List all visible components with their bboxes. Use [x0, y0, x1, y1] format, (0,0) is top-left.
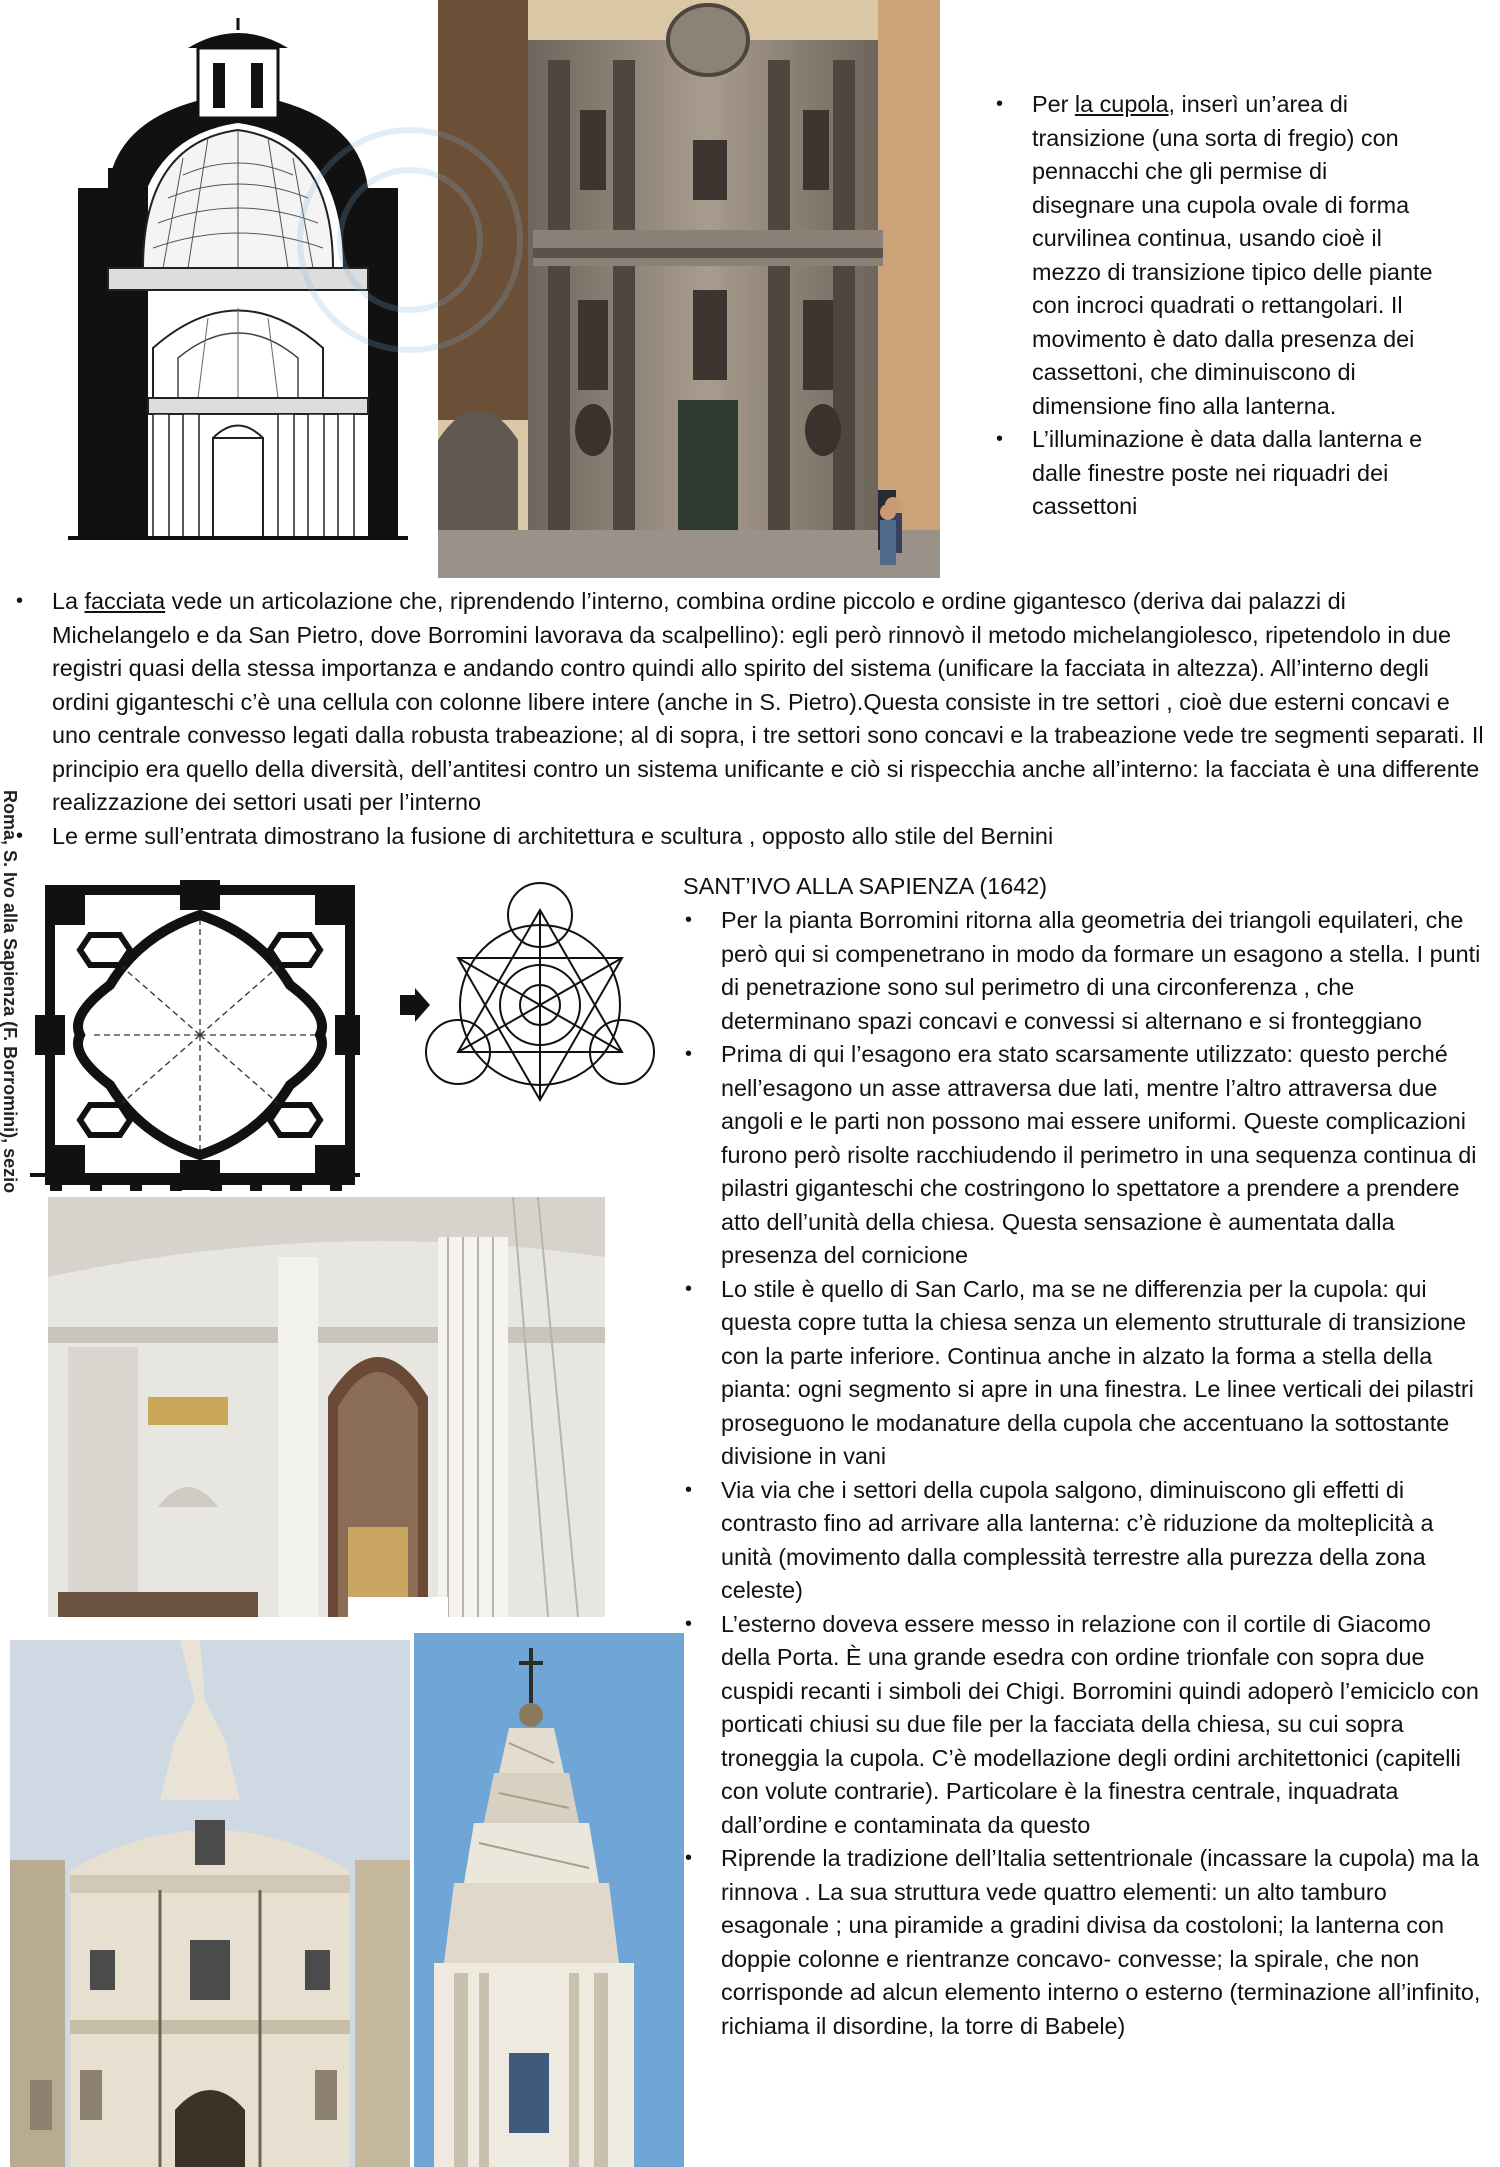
facciata-link: facciata: [84, 588, 166, 614]
section2-item-1: • La facciata vede un articolazione che, riprendendo l’interno, combina ordine piccolo e ordine gigantesco (deriva dai palazzi di Michelangelo e da San Pietro, dove Borromini lavorava da scalpellino): egli però rinnovò il metodo michelangiolesco, ripetendolo in due registri quasi della stessa importanza e andando contro quindi allo spirito del sistema (unificare la facciata in altezza). All’interno degli ordini giganteschi c’è una cellula con colonne libere intere (anche in S. Pietro).Questa consiste in tre settori , cioè due esterni concavi e uno centrale convesso legati dalla robusta trabeazione; al di sopra, i tre settori sono concavi e la trabeazione vede tre segmenti separati. Il principio era quello della diversità, dell’antitesi contro un sistema unificante e ciò si rispecchia anche all’interno: la facciata è una differente realizzazione dei settori usati per l’interno: [14, 585, 1484, 820]
section3-item-5: • L’esterno doveva essere messo in relazione con il cortile di Giacomo della Porta. È una grande esedra con ordine trionfale con sopra due cuspidi recanti i simboli dei Chigi. Borromini quindi adoperò l’emiciclo con porticati chiusi su due file per la facciata della chiesa, su cui sopra troneggia la cupola. C’è modellazione degli ordini architettonici (capitelli con volute contrarie). Particolare è la finestra centrale, inquadrata dall’ordine e contaminata da questo: [683, 1608, 1483, 1843]
san-carlo-facade-photo: [438, 0, 940, 578]
section3-item-6: • Riprende la tradizione dell’Italia settentrionale (incassare la cupola) ma la rinnova . La sua struttura vede quattro elementi: un alto tamburo esagonale ; una piramide a gradini divisa da costoloni; la lanterna con doppie colonne e rientranze concavo- convesse; la spirale, che non corrisponde ad alcun elemento interno o esterno (terminazione all’infinito, richiama il disordine, la torre di Babele): [683, 1842, 1483, 2043]
section2-list: [14, 585, 1484, 853]
section1-item-1: • Per la cupola, inserì un’area di transizione (una sorta di fregio) con pennacchi che gli permise di disegnare una cupola ovale di forma curvilinea continua, usando cioè il mezzo di transizione tipico delle piante con incroci quadrati o rettangolari. Il movimento è dato dalla presenza dei cassettoni, che diminuiscono di dimensione fino alla lanterna.: [994, 88, 1434, 423]
section2-item-2: • Le erme sull’entrata dimostrano la fusione di architettura e scultura , opposto allo stile del Bernini: [14, 820, 1484, 854]
side-caption: Roma, S. Ivo alla Sapienza (F. Borromini), sezio: [0, 790, 20, 1194]
cupola-link: la cupola: [1074, 91, 1169, 117]
sant-ivo-exterior-photo: [10, 1640, 410, 2167]
section3-item-4: • Via via che i settori della cupola salgono, diminuiscono gli effetti di contrasto fino ad arrivare alla lanterna: c’è riduzione da molteplicità a unità (movimento dalla complessità terrestre alla purezza della zona celeste): [683, 1474, 1483, 1608]
sant-ivo-lantern-photo: [414, 1633, 684, 2167]
section3-item-2: • Prima di qui l’esagono era stato scarsamente utilizzato: questo perché nell’esagono un asse attraversa due lati, mentre l’altro attraversa due angoli e le parti non possono mai essere uniformi. Queste complicazioni furono però risolte racchiudendo il perimetro in una sequenza continua di pilastri giganteschi che costringono lo spettatore a prendere a prendere atto dell’unità della chiesa. Questa sensazione è aumentata dalla presenza del cornicione: [683, 1038, 1483, 1273]
sant-ivo-interior-photo: [48, 1197, 605, 1617]
section3-list: [683, 904, 1483, 2043]
section3-item-1: • Per la pianta Borromini ritorna alla geometria dei triangoli equilateri, che però qui si compenetrano in modo da formare un esagono a stella. I punti di penetrazione sono sul perimetro di una circonferenza , che determinano spazi concavi e convessi si alternano e si fronteggiano: [683, 904, 1483, 1038]
section1-list: [994, 88, 1434, 524]
section1-item-2: • L’illuminazione è data dalla lanterna e dalle finestre poste nei riquadri dei cassettoni: [994, 423, 1434, 524]
star-hexagon-diagram: [390, 880, 680, 1140]
section3-title: SANT’IVO ALLA SAPIENZA (1642): [683, 873, 1048, 899]
dome-section-drawing: [38, 18, 438, 548]
sant-ivo-floor-plan: [30, 875, 360, 1195]
section3-item-3: • Lo stile è quello di San Carlo, ma se ne differenzia per la cupola: qui questa copre tutta la chiesa senza un elemento strutturale di transizione con la parte inferiore. Continua anche in alzato la forma a stella della pianta: ogni segmento si apre in una finestra. Le linee verticali dei pilastri proseguono le modanature della cupola che accentuano la sottostante divisione in vani: [683, 1273, 1483, 1474]
